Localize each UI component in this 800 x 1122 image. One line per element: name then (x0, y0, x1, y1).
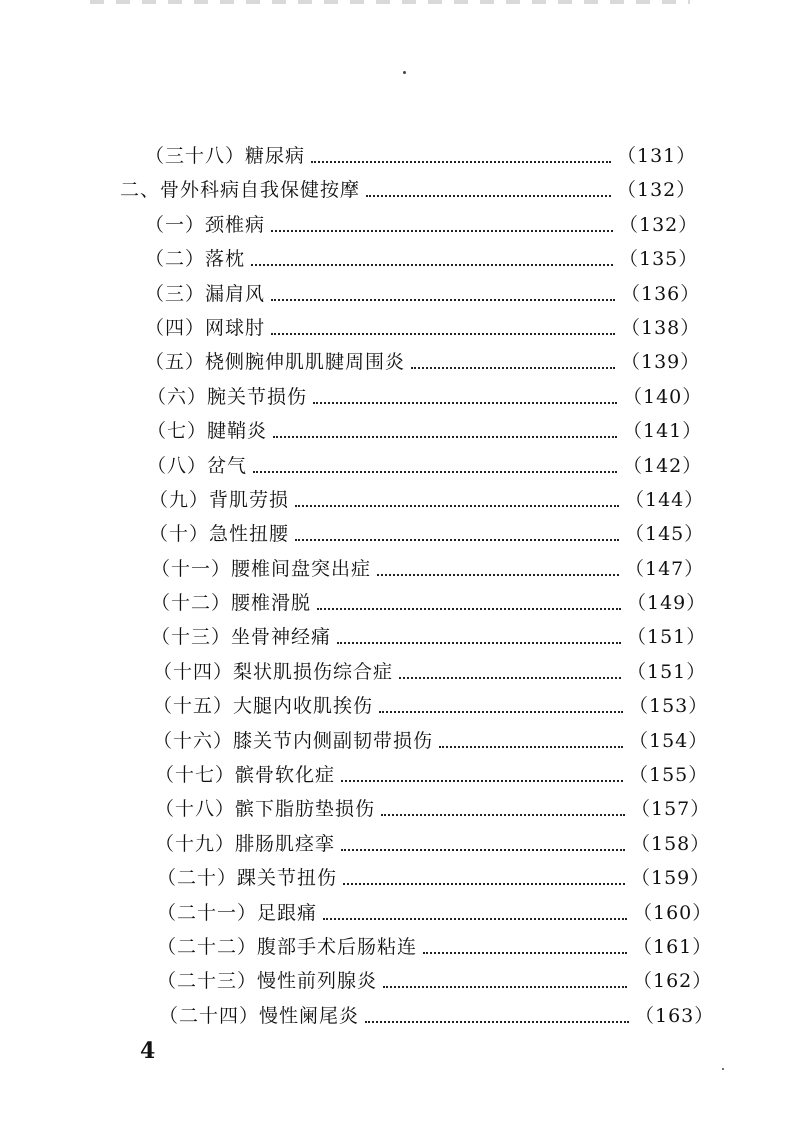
toc-entry-page: （132） (617, 179, 697, 202)
toc-entry-title: （十九）腓肠肌痉挛 (155, 830, 339, 858)
toc-entry-page: （151） (627, 626, 707, 649)
toc-entry-title: （十三）坐骨神经痛 (151, 623, 335, 651)
toc-entry-title: （十七）髌骨软化症 (155, 761, 339, 789)
toc-leader (253, 443, 617, 473)
toc-entry-title: （十四）梨状肌损伤综合症 (153, 658, 397, 686)
toc-leader (251, 236, 613, 266)
toc-entry-page: （157） (631, 798, 711, 821)
toc-entry-page: （162） (633, 970, 713, 993)
toc-leader (271, 305, 615, 335)
toc-entry-title: （十六）膝关节内侧副韧带损伤 (153, 727, 437, 755)
page-number: 4 (140, 1038, 156, 1064)
toc-entry-title: （六）腕关节损伤 (147, 383, 311, 411)
toc-entry-page: （153） (629, 695, 709, 718)
toc-entry-title: （二十三）慢性前列腺炎 (157, 967, 381, 995)
toc-entry-page: （155） (629, 764, 709, 787)
toc-leader (337, 614, 621, 644)
toc-entry-page: （135） (619, 248, 699, 271)
toc-entry-page: （160） (633, 901, 713, 924)
toc-entry-title: （三十八）糖尿病 (145, 142, 309, 170)
toc-leader (311, 133, 611, 163)
toc-leader (423, 924, 627, 954)
toc-entry-title: （五）桡侧腕伸肌肌腱周围炎 (145, 348, 409, 376)
toc-entry-page: （140） (623, 385, 703, 408)
toc-leader (365, 993, 629, 1023)
toc-leader (295, 477, 619, 507)
toc-leader (379, 683, 623, 713)
toc-entry-title: （三）漏肩风 (145, 280, 269, 308)
toc-leader (341, 752, 623, 782)
toc-entry-page: （131） (617, 145, 697, 167)
toc-leader (383, 958, 627, 988)
toc-leader (399, 649, 621, 679)
toc-entry-page: （145） (625, 523, 705, 546)
toc-entry-title: （八）岔气 (147, 452, 251, 480)
toc-entry (0, 314, 800, 348)
toc-entry-page: （151） (627, 660, 707, 683)
toc-entry (0, 692, 800, 726)
top-edge-artifact (90, 0, 690, 4)
toc-entry-title: （二）落枕 (145, 245, 249, 273)
toc-entry-title: （九）背肌劳损 (149, 486, 293, 514)
toc-leader (341, 821, 625, 851)
toc-leader (366, 167, 611, 197)
toc-leader (323, 890, 627, 920)
toc-entry-title: （十二）腰椎滑脱 (151, 589, 315, 617)
toc-leader (271, 202, 613, 232)
toc-entry-page: （142） (623, 454, 703, 477)
toc-entry-page: （149） (627, 592, 707, 615)
toc-leader (271, 271, 615, 301)
toc-entry-page: （132） (619, 213, 699, 236)
scan-speck (403, 71, 406, 74)
toc-entry-page: （163） (635, 1004, 715, 1027)
toc-entry-page: （161） (633, 935, 713, 958)
toc-entry (0, 1002, 800, 1036)
toc-entry-page: （158） (631, 832, 711, 855)
toc-entry-page: （147） (625, 557, 705, 580)
toc-entry-page: （154） (629, 729, 709, 752)
toc-leader (273, 408, 617, 438)
toc-entry-title: （一）颈椎病 (145, 211, 269, 239)
toc-entry-page: （136） (621, 282, 701, 305)
toc-leader (411, 339, 615, 369)
toc-entry-title: （四）网球肘 (145, 314, 269, 342)
scan-speck (722, 1068, 724, 1070)
toc-leader (295, 511, 619, 541)
toc-entry-page: （159） (631, 867, 711, 890)
toc-entry-page: （138） (621, 316, 701, 339)
toc-entry-title: （二十）踝关节扭伤 (157, 864, 341, 892)
toc-entry-title: （二十四）慢性阑尾炎 (159, 1002, 363, 1030)
toc-entry-title: （二十二）腹部手术后肠粘连 (157, 933, 421, 961)
toc-entry (0, 899, 800, 933)
toc-leader (343, 855, 625, 885)
toc-entry-title: （十五）大腿内收肌挨伤 (153, 692, 377, 720)
toc-entry-page: （144） (625, 488, 705, 511)
toc-leader (317, 580, 621, 610)
toc-entry-title: （七）腱鞘炎 (147, 417, 271, 445)
toc-leader (313, 374, 617, 404)
toc-entry-page: （139） (621, 351, 701, 374)
toc-leader (377, 546, 619, 576)
toc-entry-title: （十八）髌下脂肪垫损伤 (155, 795, 379, 823)
toc-entry-title: （十一）腰椎间盘突出症 (151, 555, 375, 583)
toc-leader (439, 718, 623, 748)
toc-leader (381, 786, 625, 816)
toc-entry-page: （141） (623, 420, 703, 443)
toc-entry-title: 二、骨外科病自我保健按摩 (120, 176, 364, 204)
toc-entry-title: （二十一）足跟痛 (157, 899, 321, 927)
table-of-contents (0, 142, 800, 1036)
toc-entry-title: （十）急性扭腰 (149, 520, 293, 548)
